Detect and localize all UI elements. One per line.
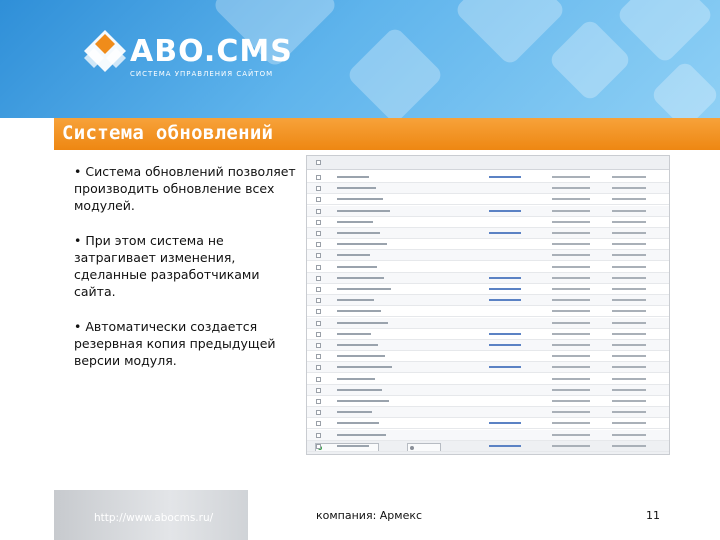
cell-placeholder [552,344,590,346]
header-banner [0,0,720,118]
cell-placeholder [337,176,369,178]
row-checkbox [316,298,321,303]
cell-placeholder [612,176,646,178]
cell-placeholder [612,210,646,212]
cell-placeholder [489,176,521,178]
table-row [307,183,669,194]
cell-placeholder [612,299,646,301]
cell-placeholder [612,187,646,189]
decor-shape [616,0,715,64]
cell-placeholder [612,445,646,447]
cell-placeholder [337,187,376,189]
cell-placeholder [337,400,389,402]
row-checkbox [316,377,321,382]
cell-placeholder [552,378,590,380]
cell-placeholder [612,288,646,290]
page-number: 11 [646,509,660,522]
cell-placeholder [337,445,369,447]
row-checkbox [316,265,321,270]
cell-placeholder [612,333,646,335]
cell-placeholder [552,366,590,368]
table-row [307,418,669,429]
row-checkbox [316,309,321,314]
cell-placeholder [337,254,370,256]
cell-placeholder [612,411,646,413]
cell-placeholder [552,266,590,268]
row-checkbox [316,197,321,202]
footer-url: http://www.abocms.ru/ [94,512,214,524]
row-checkbox [316,231,321,236]
slide-title: Система обновлений [62,122,274,144]
table-row [307,441,669,452]
cell-placeholder [552,389,590,391]
cell-placeholder [552,187,590,189]
cell-placeholder [337,422,379,424]
row-checkbox [316,209,321,214]
cell-placeholder [337,221,373,223]
cell-placeholder [552,198,590,200]
cell-placeholder [337,299,374,301]
abo-cms-logo [84,28,293,88]
cell-placeholder [612,422,646,424]
cell-placeholder [612,389,646,391]
bullet-item: • При этом система не затрагивает изменения, сделанные разработчиками сайта. [74,233,260,299]
cell-placeholder [612,277,646,279]
cell-placeholder [552,210,590,212]
cell-placeholder [552,254,590,256]
cell-placeholder [337,322,388,324]
slide-title-bar [54,118,720,150]
cell-placeholder [612,266,646,268]
cell-placeholder [552,221,590,223]
cell-placeholder [337,266,377,268]
cell-placeholder [489,445,521,447]
row-checkbox [316,287,321,292]
row-checkbox [316,175,321,180]
cell-placeholder [612,198,646,200]
cell-placeholder [612,221,646,223]
cell-placeholder [552,434,590,436]
row-checkbox [316,220,321,225]
cell-placeholder [337,389,382,391]
cell-placeholder [337,243,387,245]
table-row [307,284,669,295]
company-caption: компания: Армекс [316,509,423,522]
cell-placeholder [337,366,392,368]
table-row [307,396,669,407]
bullet-list [74,163,299,387]
table-row [307,430,669,441]
cell-placeholder [337,333,371,335]
cell-placeholder [612,344,646,346]
cell-placeholder [337,310,381,312]
cell-placeholder [612,243,646,245]
cell-placeholder [612,254,646,256]
cell-placeholder [552,422,590,424]
cell-placeholder [337,277,384,279]
row-checkbox [316,276,321,281]
cell-placeholder [552,445,590,447]
table-row [307,306,669,317]
cell-placeholder [489,344,521,346]
cell-placeholder [489,422,521,424]
cell-placeholder [552,322,590,324]
table-row [307,194,669,205]
row-checkbox [316,354,321,359]
row-checkbox [316,399,321,404]
cell-placeholder [489,333,521,335]
row-checkbox [316,433,321,438]
decor-shape [650,60,720,118]
cell-placeholder [552,310,590,312]
cell-placeholder [612,310,646,312]
table-row [307,206,669,217]
cell-placeholder [337,378,375,380]
cell-placeholder [489,299,521,301]
decor-shape [453,0,566,67]
cell-placeholder [552,299,590,301]
table-row [307,329,669,340]
cell-placeholder [489,210,521,212]
cell-placeholder [552,277,590,279]
row-checkbox [316,410,321,415]
logo-mark-icon [84,30,126,72]
modules-table-screenshot [306,155,670,455]
cell-placeholder [612,378,646,380]
table-row [307,262,669,273]
table-row [307,340,669,351]
cell-placeholder [612,400,646,402]
cell-placeholder [337,355,385,357]
cell-placeholder [612,434,646,436]
table-row [307,374,669,385]
decor-shape [346,26,445,118]
cell-placeholder [337,434,386,436]
cell-placeholder [337,411,372,413]
cell-placeholder [612,355,646,357]
cell-placeholder [337,288,391,290]
cell-placeholder [337,232,380,234]
table-row [307,217,669,228]
cell-placeholder [612,322,646,324]
cell-placeholder [612,232,646,234]
footer-url-panel [54,490,248,540]
table-header [307,156,669,170]
cell-placeholder [552,243,590,245]
row-checkbox [316,421,321,426]
cell-placeholder [552,400,590,402]
cell-placeholder [489,277,521,279]
row-checkbox [316,253,321,258]
row-checkbox [316,444,321,449]
cell-placeholder [489,232,521,234]
table-row [307,228,669,239]
row-checkbox [316,388,321,393]
logo-subtitle: СИСТЕМА УПРАВЛЕНИЯ САЙТОМ [130,70,274,78]
logo-text: ABO.CMS [130,34,293,69]
cell-placeholder [337,344,378,346]
row-checkbox [316,321,321,326]
bullet-item: • Система обновлений позволяет производить обновление всех модулей. [74,164,296,213]
decor-shape [548,18,633,103]
cell-placeholder [552,355,590,357]
cell-placeholder [552,176,590,178]
table-row [307,362,669,373]
table-row [307,250,669,261]
table-row [307,318,669,329]
table-row [307,273,669,284]
select-all-checkbox [316,160,321,165]
table-row [307,239,669,250]
table-row [307,407,669,418]
cell-placeholder [612,366,646,368]
row-checkbox [316,186,321,191]
cell-placeholder [552,232,590,234]
table-row [307,172,669,183]
cell-placeholder [552,333,590,335]
table-row [307,351,669,362]
row-checkbox [316,332,321,337]
cell-placeholder [552,411,590,413]
cell-placeholder [337,198,383,200]
row-checkbox [316,365,321,370]
cell-placeholder [552,288,590,290]
table-row [307,295,669,306]
cell-placeholder [337,210,390,212]
table-row [307,385,669,396]
bullet-item: • Автоматически создается резервная копия предыдущей версии модуля. [74,319,276,368]
cell-placeholder [489,366,521,368]
cell-placeholder [489,288,521,290]
row-checkbox [316,343,321,348]
row-checkbox [316,242,321,247]
